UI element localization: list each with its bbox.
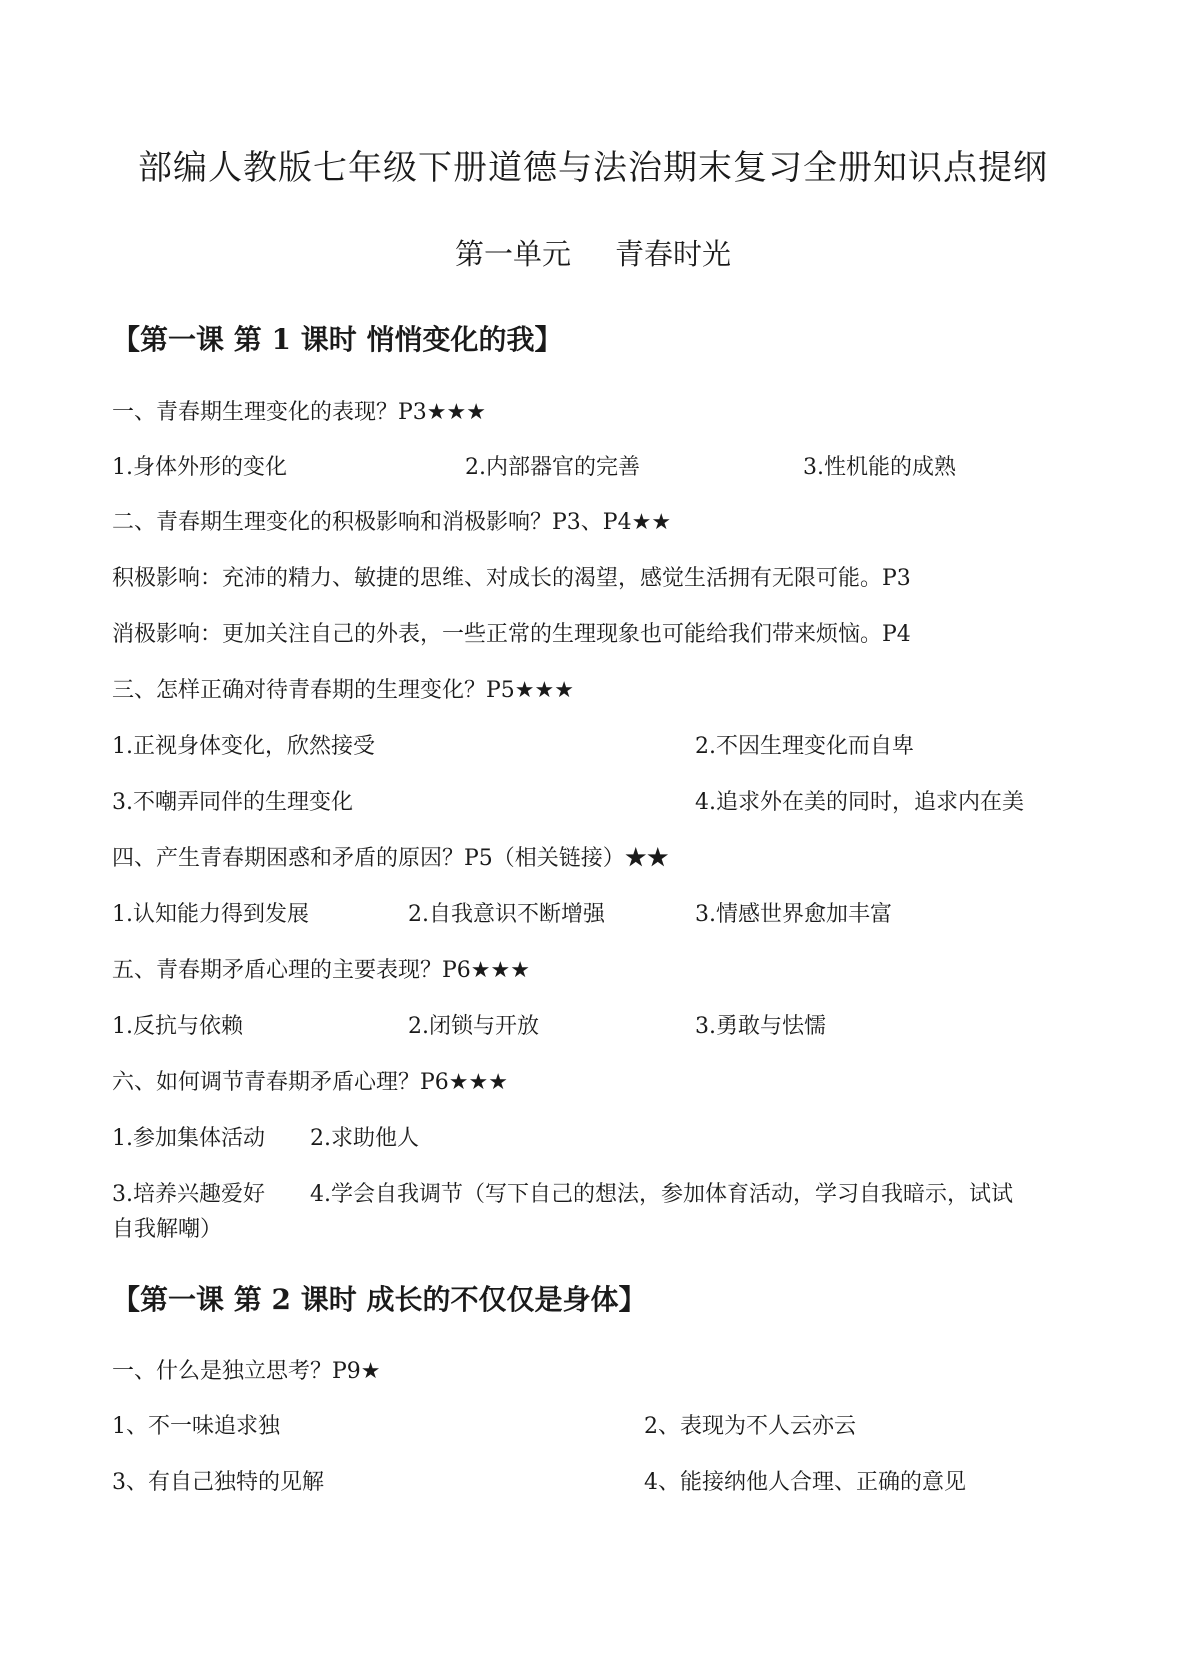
list-item: 4.学会自我调节（写下自己的想法，参加体育活动，学习自我暗示，试试 xyxy=(310,1182,1013,1207)
question-heading: 一、青春期生理变化的表现？P3★★★ xyxy=(112,400,486,425)
question-heading: 六、如何调节青春期矛盾心理？P6★★★ xyxy=(112,1070,508,1095)
unit-name: 青春时光 xyxy=(615,237,732,271)
list-item: 2.求助他人 xyxy=(310,1126,419,1151)
body-paragraph: 消极影响：更加关注自己的外表，一些正常的生理现象也可能给我们带来烦恼。P4 xyxy=(112,622,911,647)
lesson-heading: 【第一课 第 2 课时 成长的不仅仅是身体】 xyxy=(112,1283,647,1316)
list-item: 3.性机能的成熟 xyxy=(803,455,956,480)
list-item: 3.情感世界愈加丰富 xyxy=(695,902,892,927)
unit-number: 第一单元 xyxy=(454,237,571,271)
list-item-continuation: 自我解嘲） xyxy=(112,1217,223,1242)
list-item: 4.追求外在美的同时，追求内在美 xyxy=(695,790,1024,815)
list-item: 3.勇敢与怯懦 xyxy=(695,1014,826,1039)
list-item: 3.不嘲弄同伴的生理变化 xyxy=(112,790,353,815)
question-heading: 四、产生青春期困惑和矛盾的原因？P5（相关链接）★★ xyxy=(112,846,669,871)
question-heading: 五、青春期矛盾心理的主要表现？P6★★★ xyxy=(112,958,530,983)
document-title: 部编人教版七年级下册道德与法治期末复习全册知识点提纲 xyxy=(138,148,1048,188)
question-heading: 一、什么是独立思考？P9★ xyxy=(112,1359,381,1384)
list-item: 1.反抗与依赖 xyxy=(112,1014,243,1039)
list-item: 2.闭锁与开放 xyxy=(408,1014,539,1039)
list-item: 1、不一味追求独 xyxy=(112,1414,280,1439)
list-item: 2、表现为不人云亦云 xyxy=(644,1414,856,1439)
list-item: 2.内部器官的完善 xyxy=(465,455,640,480)
question-heading: 三、怎样正确对待青春期的生理变化？P5★★★ xyxy=(112,678,574,703)
list-item: 1.身体外形的变化 xyxy=(112,455,287,480)
list-item: 2.不因生理变化而自卑 xyxy=(695,734,914,759)
lesson-heading: 【第一课 第 1 课时 悄悄变化的我】 xyxy=(112,323,563,356)
list-item: 3.培养兴趣爱好 xyxy=(112,1182,265,1207)
list-item: 3、有自己独特的见解 xyxy=(112,1470,324,1495)
list-item: 2.自我意识不断增强 xyxy=(408,902,605,927)
unit-heading xyxy=(0,232,1186,273)
list-item: 1.参加集体活动 xyxy=(112,1126,265,1151)
body-paragraph: 积极影响：充沛的精力、敏捷的思维、对成长的渴望，感觉生活拥有无限可能。P3 xyxy=(112,566,911,591)
question-heading: 二、青春期生理变化的积极影响和消极影响？P3、P4★★ xyxy=(112,510,672,535)
list-item: 1.正视身体变化，欣然接受 xyxy=(112,734,375,759)
list-item: 4、能接纳他人合理、正确的意见 xyxy=(644,1470,966,1495)
list-item: 1.认知能力得到发展 xyxy=(112,902,309,927)
